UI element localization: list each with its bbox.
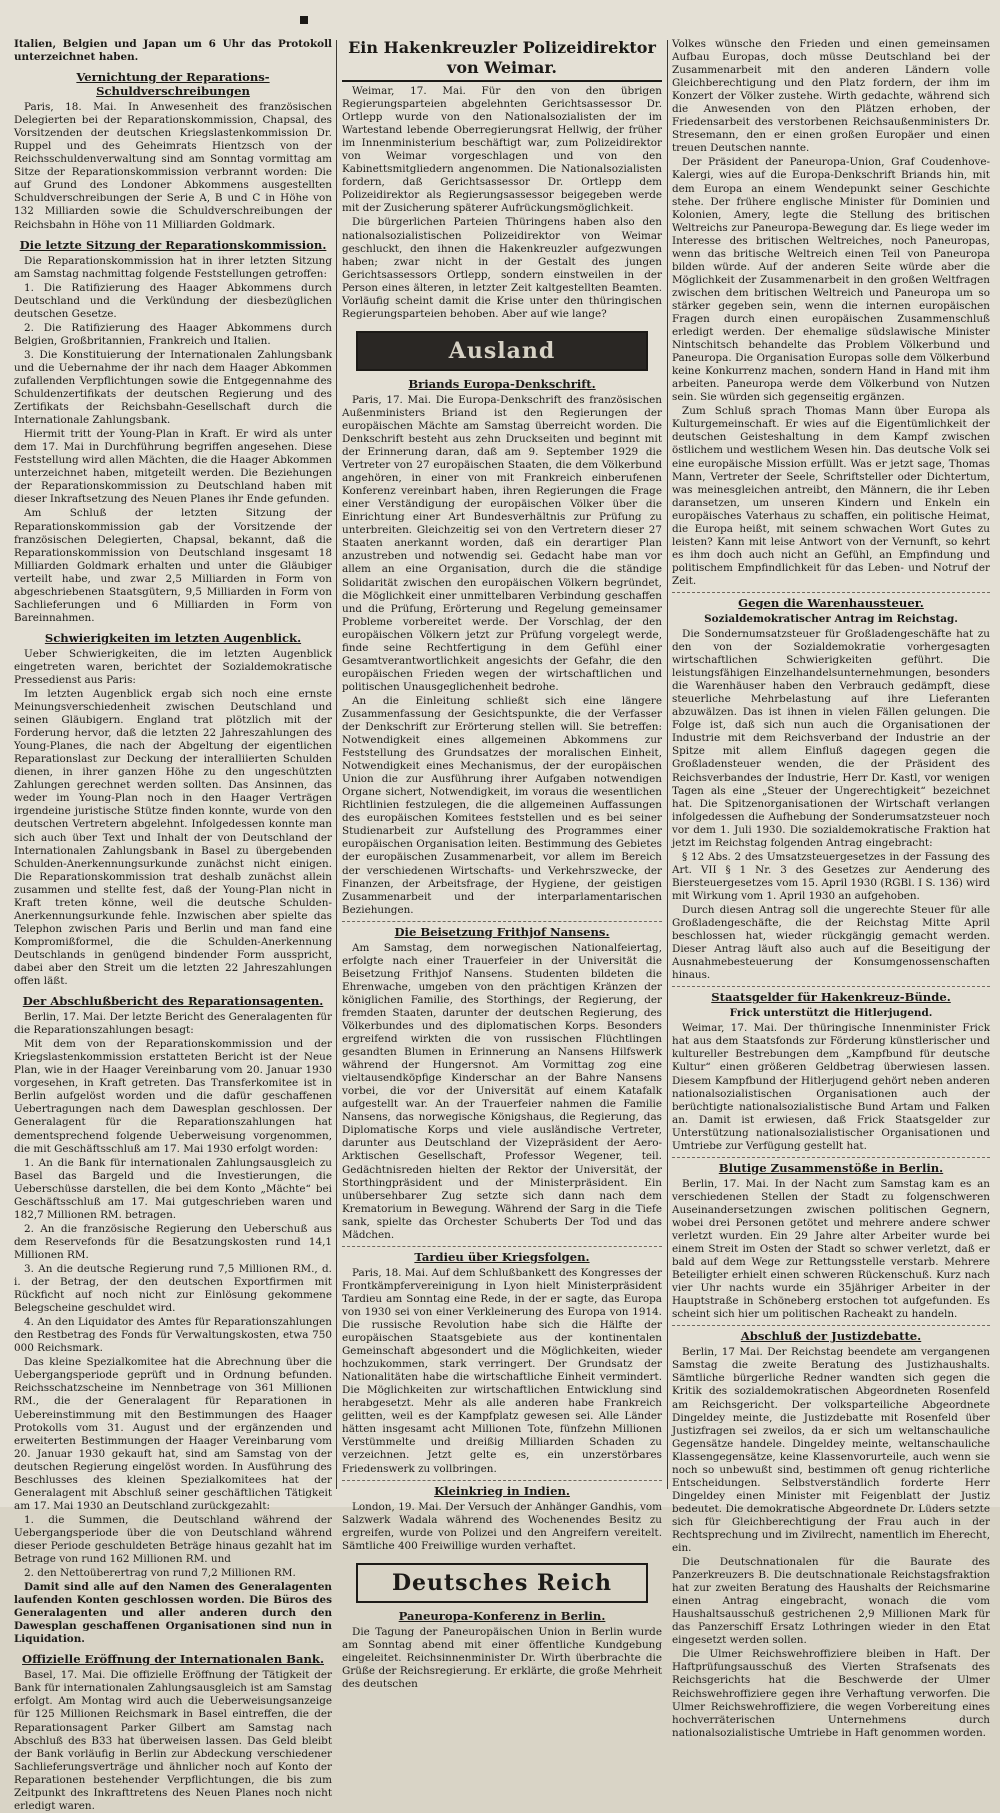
article-text: Das kleine Spezialkomitee hat die Abrechnung über die Uebergangsperiode geprüft und in Ordnung befunden. Reichsschatzscheine im Nennbetrage von 361 Millionen RM., die der Generalagent für Reparationen in Uebereinstimmung mit den Bestimmungen des Haager Protokolls vom 31. August und der ergänzenden und erweiterten Bestimmungen der Haager Vereinbarung vom 20. Januar 1930 gekauft hat, sind am Samstag von der deutschen Regierung eingelöst worden. In Ausführung des Beschlusses des kleinen Spezialkomitees hat der Generalagent mit Abschluß seiner geschäftlichen Tätigkeit am 17. Mai 1930 an Deutschland zurückgezahlt: [14,1356,332,1512]
column-left [14,38,332,1812]
article-text: Der Präsident der Paneuropa-Union, Graf Coudenhove-Kalergi, wies auf die Europa-Denkschrift Briands hin, mit dem Europa an einem Wendepunkt seiner Geschichte stehe. Der frühere englische Minister für Dominien und Kolonien, Amery, legte die Stellung des britischen Weltreichs zur Paneuropa-Bewegung dar. Es liege weder im Interesse des britischen Weltreiches, noch Paneuropas, wenn das britische Weltreich einen Teil von Paneuropa bilden würde. Auf der anderen Seite würde aber die Möglichkeit der Zusammenarbeit in den großen Weltfragen zwischen dem britischen Weltreich und Paneuropa um so stärker gegeben sein, wenn die internen europäischen Fragen durch einen europäischen Zusammenschluß erledigt werden. Der ehemalige südslawische Minister Nintschitsch behandelte das Problem Völkerbund und Paneuropa. Die Organisation Europas solle dem Völkerbund keine Konkurrenz machen, sondern Hand in Hand mit ihm arbeiten. Paneuropa werde dem Völkerbund von Nutzen sein. Sie würden sich gegenseitig ergänzen. [672,156,990,404]
article-headline: Offizielle Eröffnung der Internationalen Bank. [22,1652,324,1667]
article-text: Durch diesen Antrag soll die ungerechte Steuer für alle Großladengeschäfte, die der Reichstag Mitte April beschlossen hat, wieder rückgängig gemacht werden. Dieser Antrag läuft also auch auf die Beseitigung der Ausnahmebesteuerung der Konsumgenossenschaften hinaus. [672,904,990,982]
article-text: Am Schluß der letzten Sitzung der Reparationskommission gab der Vorsitzende der französischen Delegierten, Chapsal, bekannt, daß die Reparationskommission von Deutschland insgesamt 18 Milliarden Goldmark erhalten und unter die Gläubiger verteilt habe, und zwar 2,5 Milliarden in Form von abgeschriebenen Staatsgütern, 9,5 Milliarden in Form von Sachlieferungen und 6 Milliarden in Form von Bareinnahmen. [14,507,332,624]
article-text: Weimar, 17. Mai. Für den von den übrigen Regierungsparteien abgelehnten Gerichtsassessor Dr. Ortlepp wurde von den Nationalsozialisten der im Wartestand lebende Oberregierungsrat Hellwig, der früher im Innenministerium beschäftigt war, zum Polizeidirektor von Weimar vorgeschlagen und von den Kabinettsmitgliedern angenommen. Die Nationalsozialisten fordern, daß Gerichtsassessor Dr. Ortlepp dem Polizeidirektor als Regierungsassessor beigegeben werde mit der Zusicherung späterer Aufrückungsmöglichkeit. [342,85,662,215]
article-headline: Blutige Zusammenstöße in Berlin. [672,1157,990,1175]
article-headline: Staatsgelder für Hakenkreuz-Bünde. [672,986,990,1004]
article-subheadline: Frick unterstützt die Hitlerjugend. [729,1007,933,1020]
article-text: 2. Die Ratifizierung des Haager Abkommens durch Belgien, Großbritannien, Frankreich und Italien. [14,321,332,347]
article-text: Paris, 18. Mai. In Anwesenheit des französischen Delegierten bei der Reparationskommission, Chapsal, des Vorsitzenden der deutschen Kriegslastenkommission Dr. Ruppel und des Geheimrats Hientzsch von der Reichsschuldenverwaltung sind am Sonntag vormittag am Sitze der Reparationskommission verbrannt worden: Die auf Grund des Londoner Abkommens ausgestellten Schuldverschreibungen der Serie A, B und C in Höhe von 132 Milliarden sowie die Schuldverschreibungen der Reichsbahn in Höhe von 11 Milliarden Goldmark. [14,101,332,231]
column-middle [342,38,662,1690]
article-headline: Die letzte Sitzung der Reparationskommission. [19,237,327,252]
article-headline: Tardieu über Kriegsfolgen. [342,1246,662,1264]
article-text: Die Deutschnationalen für die Baurate des Panzerkreuzers B. Die deutschnationale Reichstagsfraktion hat zur zweiten Beratung des Haushalts der Reichsmarine einen Antrag eingebracht, wonach die vom Haushaltsausschuß gestrichenen 2,9 Millionen Mark für das Panzerschiff Ersatz Lothringen wieder in den Etat eingesetzt werden sollen. [672,1556,990,1647]
article-text: Die Reparationskommission hat in ihrer letzten Sitzung am Samstag nachmittag folgende Feststellungen getroffen: [14,254,332,280]
section-banner-ausland: Ausland [356,331,648,371]
article-text: Basel, 17. Mai. Die offizielle Eröffnung der Tätigkeit der Bank für internationalen Zahlungsausgleich ist am Samstag erfolgt. Am Montag wird auch die Ueberweisungsanzeige für 125 Millionen Reichsmark in Basel eintreffen, die der Reparationsagent Parker Gilbert am Samstag nach Abschluß des B33 hat überweisen lassen. Das Geld bleibt der Bank vorläufig in Berlin zur Abdeckung verschiedener Sachlieferungsverträge und ähnlicher noch auf Konto der Reparationen bestehender Verpflichtungen, die bis zum Zeitpunkt des Inkrafttretens des Neuen Planes noch nicht erledigt waren. [14,1669,332,1812]
article-headline: Ein Hakenkreuzler Polizeidirektor von Weimar. [342,38,662,82]
article-headline: Briands Europa-Denkschrift. [408,376,596,391]
article-headline: Die Beisetzung Frithjof Nansens. [342,921,662,939]
article-headline: Schwierigkeiten im letzten Augenblick. [44,630,302,645]
article-text: Volkes wünsche den Frieden und einen gemeinsamen Aufbau Europas, doch müsse Deutschland bei der Zusammenarbeit mit den anderen Ländern volle Gleichberechtigung und den Platz fordern, der ihm im Konzert der Völker zustehe. Wirth gedachte, während sich die Anwesenden von den Plätzen erhoben, der Friedensarbeit des verstorbenen Reichsaußenministers Dr. Stresemann, den er einen großen Europäer und einen treuen Deutschen nannte. [672,38,990,155]
article-text: Die Tagung der Paneuropäischen Union in Berlin wurde am Sonntag abend mit einer öffentliche Kundgebung eingeleitet. Reichsinnenminister Dr. Wirth überbrachte die Grüße der Reichsregierung. Er erklärte, die große Mehrheit des deutschen [342,1625,662,1690]
article-text: Berlin, 17. Mai. Der letzte Bericht des Generalagenten für die Reparationszahlungen besagt: [14,1011,332,1037]
article-headline: Gegen die Warenhaussteuer. [672,592,990,610]
article-subheadline: Sozialdemokratischer Antrag im Reichstag. [704,612,958,625]
article-text: Paris, 17. Mai. Die Europa-Denkschrift des französischen Außenministers Briand ist den Regierungen der europäischen Mächte am Samstag überreicht worden. Die Denkschrift besteht aus zehn Druckseiten und beginnt mit der Erinnerung daran, daß am 9. September 1929 die Vertreter von 27 europäischen Staaten, die dem Völkerbund angehören, in einer von mit Frankreich einberufenen Konferenz vereinbart haben, ihren Regierungen die Frage einer Verständigung der europäischen Völker über die Einrichtung einer Art Bundesverhältnis zur Prüfung zu unterbreiten. Gleichzeitig sei von den Vertretern dieser 27 Staaten anerkannt worden, daß ein derartiger Plan anzustreben und notwendig sei. Gedacht habe man vor allem an eine Organisation, durch die die ständige Solidarität zwischen den europäischen Völkern begründet, die Möglichkeit einer unmittelbaren Verbindung geschaffen und die Prüfung, Erörterung und Regelung gemeinsamer Probleme vorbereitet werde. Der Vorschlag, der den europäischen Völkern jetzt zur Prüfung vorgelegt werde, finde seine Rechtfertigung in dem Gefühl einer Gesamtverantwortlichkeit angesichts der Gefahr, die den europäischen Frieden wegen der wirtschaftlichen und politischen Unausgeglichenheit bedrohe. [342,393,662,693]
article-text: 3. Die Konstituierung der Internationalen Zahlungsbank und die Uebernahme der ihr nach dem Haager Abkommen zufallenden Verpflichtungen sowie die Entgegennahme des Schuldenzertifikats der deutschen Regierung und des Zertifikats der Reichsbahn-Gesellschaft durch die Internationale Zahlungsbank. [14,348,332,427]
article-text: Berlin, 17. Mai. In der Nacht zum Samstag kam es an verschiedenen Stellen der Stadt zu folgenschweren Auseinandersetzungen zwischen politischen Gegnern, wobei drei Personen getötet und mehrere andere schwer verletzt wurden. Ein 29 Jahre alter Arbeiter wurde bei einem Streit im Osten der Stadt so schwer verletzt, daß er bald auf dem Wege zur Rettungsstelle verstarb. Mehrere Beteiligter erhielt einen schweren Rückenschuß. Kurz nach vier Uhr nachts wurde ein 35jähriger Arbeiter in der Hauptstraße in Schöneberg erstochen tot aufgefunden. Es scheint sich hier um politischen Racheakt zu handeln. [672,1177,990,1321]
article-text: Damit sind alle auf den Namen des Generalagenten laufenden Konten geschlossen worden. Die Büros des Generalagenten und aller anderen durch den Dawesplan geschaffenen Organisationen sind nun in Liquidation. [14,1581,332,1646]
article-headline: Der Abschlußbericht des Reparationsagenten. [22,994,324,1009]
article-text: Die bürgerlichen Parteien Thüringens haben also den nationalsozialistischen Polizeidirektor von Weimar geschluckt, den ihnen die Hakenkreuzler aufgezwungen haben; zwar nicht in der Gestalt des jungen Gerichtsassessors Ortlepp, sondern einstweilen in der Person eines älteren, in letzter Zeit kaltgestellten Beamten. Vorläufig scheint damit die Krise unter den thüringischen Regierungsparteien behoben. Aber auf wie lange? [342,216,662,320]
article-text: Paris, 18. Mai. Auf dem Schlußbankett des Kongresses der Frontkämpfervereinigung in Lyon hielt Ministerpräsident Tardieu am Sonntag eine Rede, in der er sagte, das Europa von 1930 sei von einer Verkleinerung des Europa von 1914. Die russische Revolution habe sich die Hälfte der europäischen Staatsgebiete aus der kontinentalen Gemeinschaft abgesondert und die Möglichkeiten, wieder hochzukommen, stark verringert. Der Grundsatz der Nationalitäten habe die wirtschaftliche Einheit vermindert. Die Möglichkeiten zur wirtschaftlichen Entwicklung sind herabgesetzt. Mehr als alle anderen habe Frankreich gelitten, weil es der Kampfplatz gewesen sei. Alle Länder hätten insgesamt acht Millionen Tote, fünfzehn Millionen Verstümmelte und dreißig Milliarden Schaden zu verzeichnen. Jetzt gelte es, ein unzerstörbares Friedenswerk zu vollbringen. [342,1266,662,1475]
article-text: An die Einleitung schließt sich eine längere Zusammenfassung der Gesichtspunkte, die der Verfasser der Denkschrift zur Erörterung stellen will. Sie betreffen: Notwendigkeit eines allgemeinen Abkommens zur Feststellung des Grundsatzes der moralischen Einheit, Notwendigkeit eines Mechanismus, der der europäischen Union die zur Ausführung ihrer Aufgaben notwendigen Organe sichert, Notwendigkeit, im voraus die wesentlichen Richtlinien festzulegen, die die allgemeinen Auffassungen des europäischen Komitees feststellen und es bei seiner Studienarbeit zur Aufstellung des Programmes einer europäischen Organisation leiten. Bestimmung des Gebietes der europäischen Zusammenarbeit, vor allem im Bereich der verschiedenen Wirtschafts- und Verkehrszwecke, der Finanzen, der Arbeitsfrage, der Hygiene, der geistigen Zusammenarbeit und der interparlamentarischen Beziehungen. [342,694,662,916]
column-right [672,38,990,1739]
article-text: Am Samstag, dem norwegischen Nationalfeiertag, erfolgte nach einer Trauerfeier in der Universität die Beisetzung Frithjof Nansens. Studenten bildeten die Ehrenwache, umgeben von den prächtigen Kränzen der königlichen Familie, des Storthings, der Regierung, der fremden Staaten, darunter der deutschen Regierung, des Völkerbundes und des diplomatischen Korps. Besonders ergreifend wirkten die von russischen Flüchtlingen gesandten Blumen in Erinnerung an Nansens Hilfswerk während der Hungersnot. Am Vormittag zog eine vieltausendköpfige Kinderschar an der Bahre Nansens vorbei, die vor der Universität auf einem Katafalk aufgestellt war. An der Trauerfeier nahmen die Familie Nansens, das norwegische Königshaus, die Regierung, das Diplomatische Korps und viele ausländische Vertreter, darunter aus Deutschland der Vizepräsident der Aero-Arktischen Gesellschaft, Professor Wegener, teil. Gedächtnisreden hielten der Rektor der Universität, der Storthingpräsident und der Ministerpräsident. Ein unübersehbarer Zug setzte sich dann nach dem Krematorium in Bewegung. Während der Sarg in die Tiefe sank, spielte das Orchester Schuberts Der Tod und das Mädchen. [342,941,662,1241]
article-text: Die Sondernumsatzsteuer für Großladengeschäfte hat zu den von der Sozialdemokratie vorhergesagten wirtschaftlichen Schwierigkeiten geführt. Die leistungsfähigen Einzelhandelsunternehmungen, besonders die Warenhäuser haben den Verbrauch gedämpft, diese steuerliche Mehrbelastung auf ihre Lieferanten abzuwälzen. Das ist ihnen in vielen Fällen gelungen. Die Folge ist, daß sich nun auch die Organisationen der Industrie mit dem Reichsverband der Industrie an der Spitze mit allem Einfluß dagegen gegen die Großladensteuer wenden, die der Präsident des Reichsverbandes der Industrie, Herr Dr. Kastl, vor wenigen Tagen als eine „Steuer der Ungerechtigkeit“ bezeichnet hat. Die Spitzenorganisationen der Wirtschaft verlangen infolgedessen die Aufhebung der Sonderumsatzsteuer noch vor dem 1. Juli 1930. Die sozialdemokratische Fraktion hat jetzt im Reichstag folgenden Antrag eingebracht: [672,628,990,849]
article-text: 2. An die französische Regierung den Ueberschuß aus dem Reservefonds für die Besatzungskosten rund 14,1 Millionen RM. [14,1222,332,1261]
article-text: Zum Schluß sprach Thomas Mann über Europa als Kulturgemeinschaft. Er wies auf die Eigentümlichkeit der deutschen Geisteshaltung in dem Kampf zwischen östlichem und westlichem Wesen hin. Das deutsche Volk sei eine europäische Mission erfüllt. Was er jetzt sage, Thomas Mann, Vertreter der Seele, Schriftsteller oder Dichtertum, was meinesgleichen antreibt, den Männern, die ihr Leben daransetzen, um unseren Kindern und Enkeln ein europäisches Vaterhaus zu schaffen, ein politische Heimat, die Europa heißt, mit seinem schwachen Wort Gutes zu leisten? Kann mit leise Antwort von der Vernunft, so kehrt es ihm doch auch nicht an Gefühl, an Empfindung und politischem Empfindlichkeit für das Leben- und Notruf der Zeit. [672,405,990,587]
article-headline: Paneuropa-Konferenz in Berlin. [398,1608,606,1623]
article-text: Hiermit tritt der Young-Plan in Kraft. Er wird als unter dem 17. Mai in Durchführung begriffen angesehen. Diese Feststellung wird allen Mächten, die die Haager Abkommen unterzeichnet haben, mitgeteilt werden. Die Beziehungen der Reparationskommission zu Deutschland haben mit dieser Inkraftsetzung des Neuen Planes ihr Ende gefunden. [14,428,332,506]
article-text: 4. An den Liquidator des Amtes für Reparationszahlungen den Restbetrag des Fonds für Verwaltungskosten, etwa 750 000 Reichsmark. [14,1316,332,1355]
article-text: Die Ulmer Reichswehroffiziere bleiben in Haft. Der Haftprüfungsausschuß des Vierten Strafsenats des Reichsgerichts hat die Beschwerde der Ulmer Reichswehroffiziere gegen ihre Verhaftung verworfen. Die Ulmer Reichswehroffiziere, die wegen Vorbereitung eines hochverräterischen Unternehmens durch nationalsozialistische Umtriebe in Haft genommen worden. [672,1648,990,1739]
article-text: 1. die Summen, die Deutschland während der Uebergangsperiode über die von Deutschland während dieser Periode geschuldeten Beträge hinaus gezahlt hat im Betrage von rund 162 Millionen RM. und [14,1513,332,1566]
article-text: Berlin, 17 Mai. Der Reichstag beendete am vergangenen Samstag die zweite Beratung des Justizhaushalts. Sämtliche bürgerliche Redner wandten sich gegen die Kritik des sozialdemokratischen Abgeordneten Rosenfeld am Reichsgericht. Der volksparteiliche Abgeordnete Dingeldey meinte, die Justizdebatte mit Rosenfeld über Justizfragen sei zweilos, da er sich um weltanschauliche Gegensätze handele. Dingeldey meinte, weltanschauliche Klassengegensätze, keine Klassenvorurteile, auch wenn sie noch so unbewußt sind, bestimmen oft genug richterliche Entscheidungen. Selbstverständlich forderte Herr Dingeldey einen Minister mit Feigenblatt der Justiz bedeutet. Die demokratische Abgeordnete Dr. Lüders setzte sich für Gleichberechtigung der Frau auch in der Rechtsprechung und im Zivilrecht, namentlich im Eherecht, ein. [672,1346,990,1555]
article-text: 1. Die Ratifizierung des Haager Abkommens durch Deutschland und die Verkündung der diesbezüglichen deutschen Gesetze. [14,281,332,320]
article-text: Mit dem von der Reparationskommission und der Kriegslastenkommission erstatteten Bericht ist der Neue Plan, wie in der Haager Vereinbarung vom 20. Januar 1930 vorgesehen, in Kraft getreten. Das Transferkomitee ist in Berlin aufgelöst worden und die dafür geschaffenen Uebertragungen nach dem Dawesplan geschlossen. Der Generalagent für die Reparationszahlungen hat dementsprechend folgende Ueberweisung vorgenommen, die mit Geschäftsschluß am 17. Mai 1930 erfolgt worden: [14,1038,332,1155]
section-banner-deutsches-reich: Deutsches Reich [356,1563,648,1603]
column-rule [667,40,668,1489]
article-headline: Abschluß der Justizdebatte. [672,1325,990,1343]
article-text: 2. den Nettoüberertrag von rund 7,2 Millionen RM. [24,1567,296,1580]
article-text: 1. An die Bank für internationalen Zahlungsausgleich zu Basel das Bargeld und die Investierungen, die Ueberschüsse darstellen, die bei dem Konto „Mächte“ bei Geschäftsschluß am 17. Mai gutgeschrieben waren und 182,7 Millionen RM. betragen. [14,1156,332,1221]
article-headline: Vernichtung der Reparations-Schuldverschreibungen [76,70,270,99]
column-rule [336,40,337,1489]
article-text: London, 19. Mai. Der Versuch der Anhänger Gandhis, vom Salzwerk Wadala während des Wochenendes Besitz zu ergreifen, wurde von Polizei und den Angreifern vereitelt. Sämtliche 400 Freiwillige wurden verhaftet. [342,1500,662,1552]
article-text: Ueber Schwierigkeiten, die im letzten Augenblick eingetreten waren, berichtet der Sozialdemokratische Pressedienst aus Paris: [14,647,332,686]
article-text: Italien, Belgien und Japan um 6 Uhr das Protokoll unterzeichnet haben. [14,38,332,64]
article-text: § 12 Abs. 2 des Umsatzsteuergesetzes in der Fassung des Art. VII § 1 Nr. 3 des Gesetzes zur Aenderung des Biersteuergesetzes vom 15. April 1930 (RGBl. I S. 136) wird mit Wirkung vom 1. April 1930 an aufgehoben. [672,850,990,902]
page-mark [300,16,308,24]
article-headline: Kleinkrieg in Indien. [342,1480,662,1498]
article-text: 3. An die deutsche Regierung rund 7,5 Millionen RM., d. i. der Betrag, der den deutschen Exportfirmen mit Rückficht auf noch nicht zur Einlösung gekommene Belegscheine geschuldet wird. [14,1262,332,1315]
article-text: Im letzten Augenblick ergab sich noch eine ernste Meinungsverschiedenheit zwischen Deutschland und seinen Gläubigern. England trat plötzlich mit der Forderung hervor, daß die letzten 22 Jahreszahlungen des Young-Planes, die nach der Abgeltung der eigentlichen Reparationslast zur Deckung der interalliierten Schulden dienen, in ihrer ganzen Höhe zu den ungeschützten Zahlungen gerechnet werden sollten. Das Ansinnen, das weder im Young-Plan noch in den Haager Verträgen irgendeine juristische Stütze finden konnte, wurde von den deutschen Vertretern abgelehnt. Infolgedessen konnte man sich auch über Text und Inhalt der von Deutschland der Internationalen Zahlungsbank in Basel zu übergebenden Schulden-Anerkennungsurkunde zunächst nicht einigen. Die Reparationskommission trat deshalb zunächst allein zusammen und stellte fest, daß der Young-Plan nicht in Kraft treten könne, weil die deutsche Schulden-Anerkennungsurkunde fehle. Inzwischen aber spielte das Telephon zwischen Paris und Berlin und man fand eine Kompromißformel, die die Schulden-Anerkennung Deutschlands in genügend bindender Form ausspricht, dabei aber den Streit um die letzten 22 Jahreszahlungen offen läßt. [14,688,332,988]
article-text: Weimar, 17. Mai. Der thüringische Innenminister Frick hat aus dem Staatsfonds zur Förderung künstlerischer und kultureller Bestrebungen dem „Kampfbund für deutsche Kultur“ einen größeren Geldbetrag überwiesen lassen. Diesem Kampfbund der Hitlerjugend gehört neben anderen nationalsozialistischen Organisationen auch der berüchtigte nationalsozialistische Bund Artam und Falken an. Damit ist erwiesen, daß Frick Staatsgelder zur Unterstützung nationalsozialistischer Organisationen und Umtriebe zur Verfügung gestellt hat. [672,1022,990,1152]
